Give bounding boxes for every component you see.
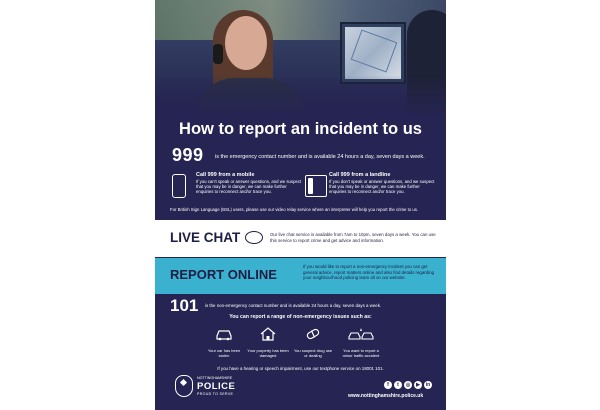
issue-item	[292, 327, 334, 358]
emergency-text: is the emergency contact number and is available 24 hours a day, seven days a week.	[215, 154, 425, 160]
linkedin-icon[interactable]: in	[425, 382, 431, 388]
chat-bubble-icon	[245, 231, 263, 244]
range-heading: You can report a range of non-emergency issues such as:	[229, 314, 372, 320]
report-online-section	[155, 258, 446, 294]
report-online-text: If you would like to report a non-emergency incident you can get general advice, report matters online and also find details regarding your neighbourhood policing team all on our website.	[303, 264, 435, 281]
bsl-text: For British Sign Language (BSL) users, please use our video relay service where an interpreter will help you report the crime to us.	[170, 207, 419, 212]
issue-item	[247, 327, 289, 358]
mobile-box	[172, 172, 307, 212]
social-icons	[384, 381, 432, 389]
twitter-icon[interactable]: t	[394, 381, 402, 389]
mobile-heading: Call 999 from a mobile	[196, 172, 255, 178]
house-icon	[259, 327, 277, 341]
police-crest-icon	[175, 375, 193, 397]
headset-icon	[213, 44, 223, 64]
hero-photo	[155, 0, 446, 115]
mobile-phone-icon	[172, 174, 186, 198]
live-chat-section	[155, 220, 446, 257]
report-online-heading: REPORT ONLINE	[170, 267, 277, 282]
police-region: NOTTINGHAMSHIRE	[197, 376, 233, 380]
landline-box	[305, 172, 440, 212]
issue-label: Your property has been damaged	[247, 348, 289, 358]
website-link[interactable]: www.nottinghamshire.police.uk	[348, 393, 424, 399]
cars-crash-icon	[348, 327, 374, 341]
youtube-icon[interactable]: ▶	[414, 381, 422, 389]
emergency-number: 999	[172, 145, 204, 165]
issue-label: You suspect drug use or dealing	[293, 348, 333, 358]
instagram-icon[interactable]: ◎	[405, 382, 411, 388]
car-icon	[215, 327, 233, 341]
poster	[155, 0, 446, 410]
non-emergency-number: 101	[170, 296, 199, 315]
facebook-icon[interactable]: f	[384, 381, 392, 389]
non-emergency-text: is the non-emergency contact number and is available 24 hours a day, seven days a week.	[205, 303, 382, 308]
poster-title: How to report an incident to us	[179, 120, 422, 138]
live-chat-text: Our live chat service is available from 7am to 10pm, seven days a week. You can use this service to report crime and get advice and information.	[270, 232, 436, 243]
issue-label: You want to report a minor traffic accident	[342, 348, 380, 358]
pill-icon	[304, 327, 322, 341]
landline-body: If you don't speak or answer questions, and we suspect that you may be in danger, we can make further enquiries to reconnect and/or trace you.	[329, 179, 435, 195]
landline-heading: Call 999 from a landline	[329, 172, 391, 178]
landline-phone-icon	[305, 175, 327, 197]
issue-item	[203, 327, 245, 358]
police-tagline: PROUD TO SERVE	[197, 392, 234, 396]
hearing-text: If you have a hearing or speech impairment, use our textphone service on 18001 101.	[217, 366, 384, 371]
police-name: POLICE	[197, 381, 236, 392]
issue-label: Your car has been stolen	[207, 348, 241, 358]
issue-item	[340, 327, 382, 358]
live-chat-heading: LIVE CHAT	[170, 230, 241, 245]
mobile-body: If you can't speak or answer questions, and we suspect that you may be in danger, we can make further enquiries to reconnect and/or trace you.	[196, 179, 302, 195]
